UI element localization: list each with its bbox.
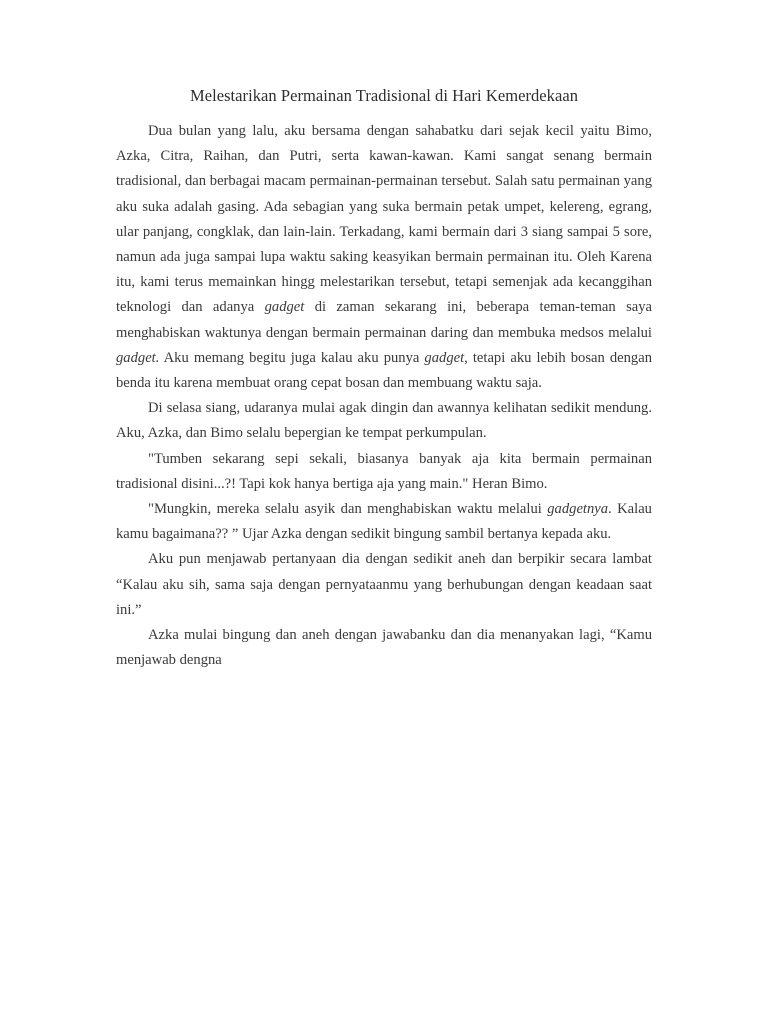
paragraph-5 bbox=[116, 547, 652, 623]
paragraph-2 bbox=[116, 396, 652, 446]
text-run: Aku memang begitu juga kalau aku punya bbox=[159, 349, 425, 366]
italic-run: gadget bbox=[264, 299, 305, 316]
paragraph-6 bbox=[116, 623, 652, 673]
paragraph-4 bbox=[116, 497, 652, 547]
document-body bbox=[116, 119, 652, 673]
italic-run: gadgetnya bbox=[547, 501, 609, 518]
text-run: Azka mulai bingung dan aneh dengan jawabanku dan dia menanyakan lagi, “Kamu menjawab dengna bbox=[116, 627, 652, 669]
text-run: di zaman sekarang ini, beberapa teman-teman saya menghabiskan waktunya dengan bermain permainan daring dan membuka medsos melalui bbox=[116, 299, 652, 341]
italic-run: gadget bbox=[424, 349, 465, 366]
document-title: Melestarikan Permainan Tradisional di Hari Kemerdekaan bbox=[189, 86, 579, 105]
text-run: Aku pun menjawab pertanyaan dia dengan sedikit aneh dan berpikir secara lambat “Kalau aku sih, sama saja dengan pernyataanmu yang berhubungan dengan keadaan saat ini.” bbox=[116, 551, 652, 618]
text-run: . Kalau kamu bagaimana?? ” Ujar Azka dengan sedikit bingung sambil bertanya kepada aku. bbox=[116, 501, 652, 543]
paragraph-1 bbox=[116, 119, 652, 396]
paragraph-3 bbox=[116, 447, 652, 497]
text-run: , tetapi aku lebih bosan dengan benda itu karena membuat orang cepat bosan dan membuang waktu saja. bbox=[116, 349, 652, 392]
text-run: "Mungkin, mereka selalu asyik dan menghabiskan waktu melalui bbox=[148, 501, 548, 518]
text-run: Di selasa siang, udaranya mulai agak dingin dan awannya kelihatan sedikit mendung. Aku, Azka, dan Bimo selalu bepergian ke tempat perkumpulan. bbox=[116, 400, 652, 442]
text-run: "Tumben sekarang sepi sekali, biasanya banyak aja kita bermain permainan tradisional disini...?! Tapi kok hanya bertiga aja yang main." Heran Bimo. bbox=[116, 450, 652, 492]
italic-run: gadget. bbox=[116, 349, 160, 366]
text-run: Dua bulan yang lalu, aku bersama dengan sahabatku dari sejak kecil yaitu Bimo, Azka, Citra, Raihan, dan Putri, serta kawan-kawan. Kami sangat senang bermain tradisional, dan berbagai macam permainan-permainan tersebut. Salah satu permainan yang aku suka adalah gasing. Ada sebagian yang suka bermain petak umpet, kelereng, egrang, ular panjang, congklak, dan lain-lain. Terkadang, kami bermain dari 3 siang sampai 5 sore, namun ada juga sampai lupa waktu saking keasyikan bermain permainan itu. Oleh Karena itu, kami terus memainkan hingg melestarikan tersebut, tetapi semenjak ada kecanggihan teknologi dan adanya bbox=[116, 123, 652, 316]
